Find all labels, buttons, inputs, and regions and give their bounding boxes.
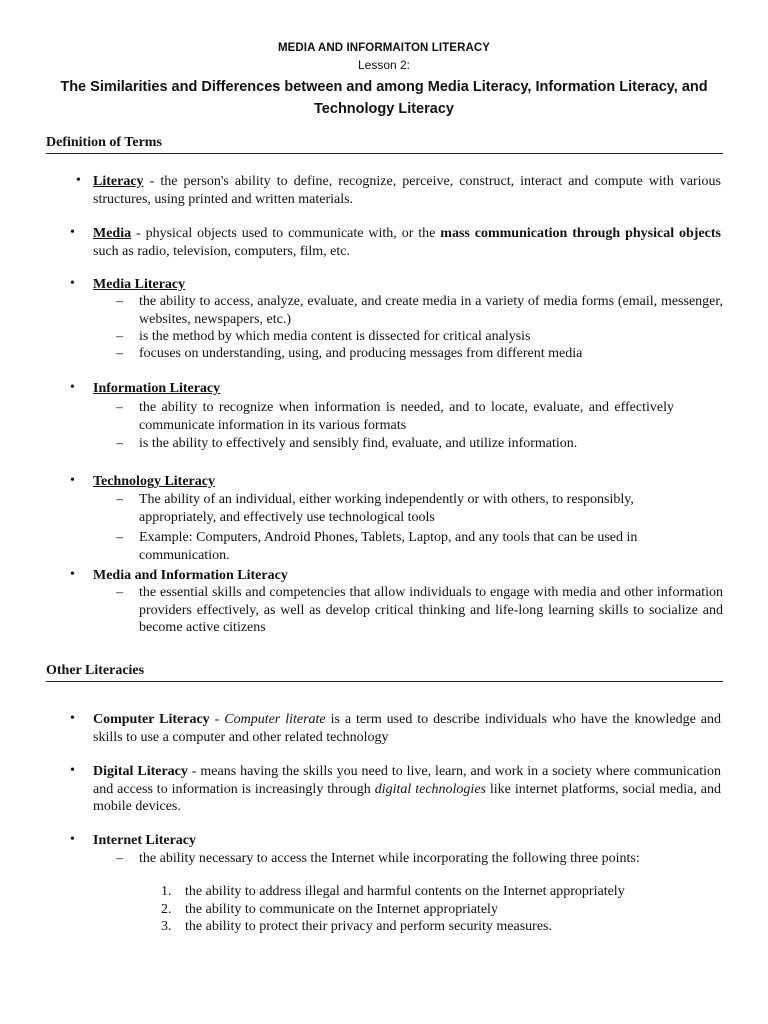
- definition-bold-text: mass communication through physical objects: [440, 226, 722, 241]
- sub-item-text: the ability necessary to access the Internet while incorporating the following three points:: [139, 851, 640, 866]
- bullet-icon: •: [70, 711, 75, 726]
- definition-text: - means having the skills you need to live, learn, and work in a society where communication and access to information is increasingly through: [93, 764, 721, 797]
- term-label: Media and Information Literacy: [93, 568, 288, 583]
- numbered-item-text: the ability to protect their privacy and perform security measures.: [185, 919, 552, 934]
- bullet-icon: •: [70, 473, 75, 488]
- sub-item-text: is the method by which media content is dissected for critical analysis: [139, 329, 531, 344]
- dash-icon: –: [116, 294, 123, 309]
- lesson-label: Lesson 2:: [357, 58, 411, 72]
- sub-item-text: focuses on understanding, using, and producing messages from different media: [139, 346, 583, 361]
- definition-text: such as radio, television, computers, film, etc.: [93, 243, 350, 259]
- sub-item-text: the ability to access, analyze, evaluate, and create media in a variety of media forms (email, messenger, websites, newspapers, etc.): [139, 294, 723, 327]
- item-number: 1.: [161, 884, 172, 899]
- bullet-icon: •: [76, 173, 81, 188]
- dash-icon: –: [116, 851, 123, 866]
- definition-italic-text: Computer literate: [224, 712, 326, 727]
- dash-icon: –: [116, 329, 123, 344]
- term-media-and-information-literacy: [93, 567, 721, 585]
- item-number: 3.: [161, 919, 172, 934]
- list-item-literacy: [93, 173, 721, 208]
- definition-text: is a term used to describe individuals who have the knowledge and skills to use a computer and other related technology: [93, 712, 721, 745]
- term-label: Information Literacy: [93, 381, 221, 396]
- dash-icon: –: [116, 400, 123, 415]
- term-information-literacy: [93, 380, 721, 398]
- term-label: Media Literacy: [93, 277, 186, 292]
- definition-text: - the person's ability to define, recognize, perceive, construct, interact and compute with various structures, using printed and written materials.: [93, 174, 721, 207]
- bullet-icon: •: [70, 276, 75, 291]
- bullet-icon: •: [70, 763, 75, 778]
- bullet-icon: •: [70, 567, 75, 582]
- term-label: Digital Literacy: [93, 764, 188, 779]
- term-media-literacy: [93, 276, 721, 294]
- bullet-icon: •: [70, 225, 75, 240]
- definition-text: like internet platforms, social media, and mobile devices.: [93, 781, 722, 814]
- sub-item-text: the ability to recognize when information is needed, and to locate, evaluate, and effectively communicate information in its various formats: [139, 400, 674, 433]
- item-number: 2.: [161, 902, 172, 917]
- bullet-icon: •: [70, 832, 75, 847]
- numbered-item-text: the ability to address illegal and harmful contents on the Internet appropriately: [185, 884, 625, 899]
- sub-item-text: the essential skills and competencies that allow individuals to engage with media and other information providers effectively, as well as develop critical thinking and life-long learning skills to socialize and become active citizens: [139, 585, 723, 635]
- dash-icon: –: [116, 585, 123, 600]
- term-label: Computer Literacy: [93, 712, 210, 727]
- term-label: Internet Literacy: [93, 833, 197, 848]
- term-media: Media: [93, 226, 132, 241]
- term-label: Technology Literacy: [93, 474, 215, 489]
- list-item-media: [93, 225, 721, 260]
- numbered-item-text: the ability to communicate on the Internet appropriately: [185, 902, 498, 917]
- sub-item-text: Example: Computers, Android Phones, Tablets, Laptop, and any tools that can be used in communication.: [139, 530, 638, 563]
- sub-item-text: is the ability to effectively and sensibly find, evaluate, and utilize information.: [139, 436, 578, 451]
- page-title: The Similarities and Differences between and among Media Literacy, Information Literacy, and Technology Literacy: [60, 79, 708, 117]
- dash-icon: –: [116, 436, 123, 451]
- section-heading-definitions: Definition of Terms: [46, 135, 723, 154]
- section-heading-other-literacies: Other Literacies: [46, 663, 723, 682]
- definition-text: - physical objects used to communicate with, or the: [131, 226, 441, 241]
- term-internet-literacy: [93, 832, 721, 850]
- dash-icon: –: [116, 492, 123, 507]
- dash-icon: –: [116, 530, 123, 545]
- term-literacy: Literacy: [93, 174, 144, 189]
- course-title: MEDIA AND INFORMAITON LITERACY: [277, 42, 491, 54]
- list-item-computer-literacy: [93, 711, 721, 746]
- term-technology-literacy: [93, 473, 721, 491]
- definition-italic-text: digital technologies: [374, 781, 486, 797]
- bullet-icon: •: [70, 380, 75, 395]
- list-item-digital-literacy: [93, 763, 721, 816]
- sub-item-text: The ability of an individual, either working independently or with others, to responsibly, appropriately, and effectively use technological tools: [139, 492, 634, 525]
- definition-text: -: [209, 712, 225, 727]
- dash-icon: –: [116, 346, 123, 361]
